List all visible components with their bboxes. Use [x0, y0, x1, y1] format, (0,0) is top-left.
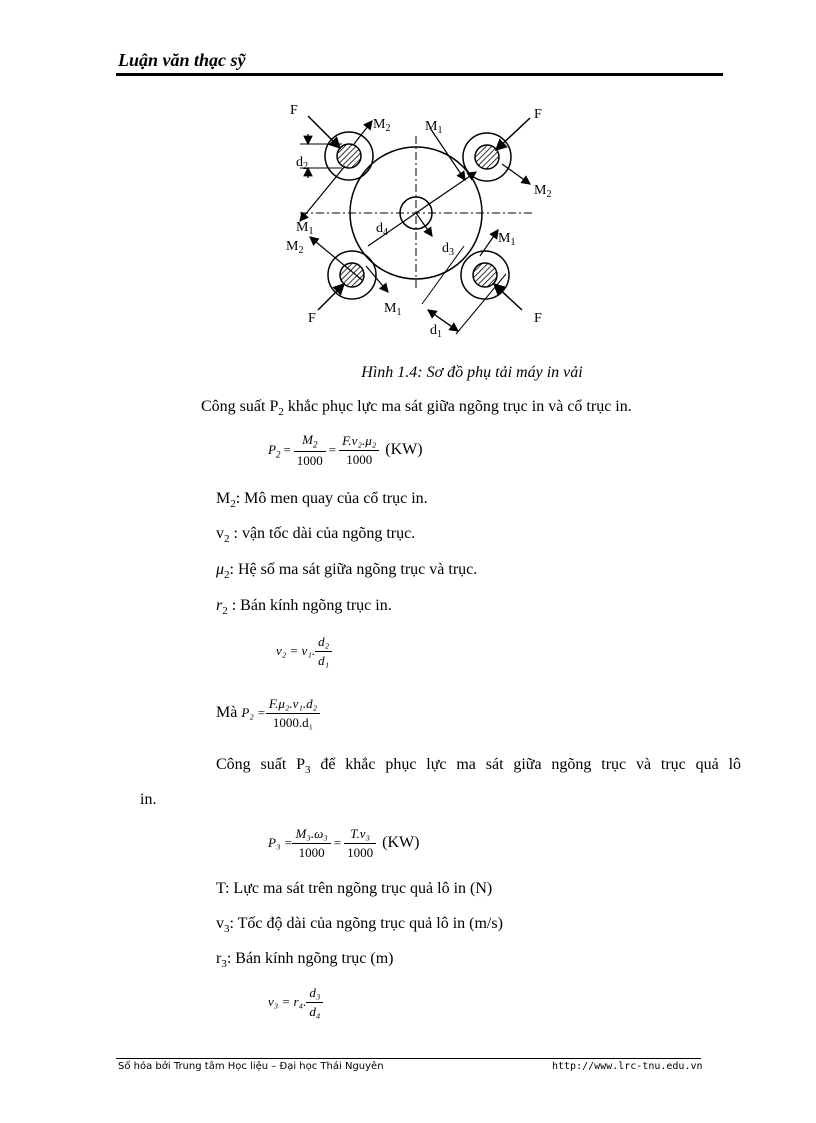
svg-text:M2: $M_2$ — [373, 117, 391, 134]
definition-t: T: Lực ma sát trên ngõng trục quả lô in (N) — [216, 880, 493, 897]
header-title: Luận văn thạc sỹ — [118, 50, 246, 70]
equation-v2: v₂ = v₁. $\frac{\text{d₂}}{\text{d₁}}$ — [276, 634, 332, 669]
svg-text:M1: $M_1$ — [425, 119, 443, 136]
svg-text:d3: $d_3$ — [442, 241, 454, 258]
footer-rule — [116, 1058, 701, 1059]
definition-v3: $v_3$: Tốc độ dài của ngõng trục quả lô in (m/s) — [216, 915, 503, 936]
label-f-top-right: F — [534, 107, 542, 122]
definition-r2: $r_2$ : Bán kính ngõng trục in. — [216, 597, 392, 618]
label-d4: d — [376, 221, 383, 236]
label-m2-top-left: M — [373, 117, 386, 132]
svg-text:d1: $d_1$ — [430, 323, 442, 340]
equation-p2-expanded: Mà P₂ = $\frac{\text{F.μ₂.v₁.d₂}}{\text{1000.d₁}}$ — [216, 696, 320, 731]
paragraph-p3: Công suất $P_3$ để khắc phục lực ma sát giữa ngõng trục và trục quả lô — [216, 756, 742, 777]
svg-text:M1: $M_1$ — [384, 301, 402, 318]
footer-source: Số hóa bởi Trung tâm Học liệu – Đại học Thái Nguyên — [118, 1061, 384, 1072]
label-d3: d — [442, 241, 449, 256]
paragraph-p3-cont: in. — [140, 791, 157, 808]
load-diagram — [270, 96, 570, 346]
label-m1-top-center: M — [425, 119, 438, 134]
equation-p2: $P_2$ = $\frac{M_2}{1000}$ = $\frac{\text{F.v₂.μ₂}}{1000}$ (KW) — [268, 432, 423, 468]
roller-top-right — [463, 133, 511, 181]
svg-text:M1: $M_1$ — [296, 220, 314, 237]
label-f-bottom-right: F — [534, 311, 542, 326]
equation-p3: P₃ = $\frac{\text{M₃.ω₃}}{1000}$ = $\frac{\text{T.v₃}}{1000}$ (KW) — [268, 826, 420, 860]
svg-text:M1: $M_1$ — [498, 231, 516, 248]
definition-m2: $M_2$: Mô men quay của cổ trục in. — [216, 490, 428, 511]
svg-text:d4: $d_4$ — [376, 221, 388, 238]
svg-text:F — [308, 311, 316, 326]
header-rule — [116, 73, 723, 76]
svg-text:d2: $d_2$ — [296, 155, 308, 172]
label-d1: d — [430, 323, 437, 338]
footer-url[interactable]: http://www.lrc-tnu.edu.vn — [552, 1061, 703, 1072]
svg-text:F — [534, 311, 542, 326]
svg-text:F — [534, 107, 542, 122]
svg-text:F — [290, 103, 298, 118]
definition-v2: $v_2$ : vận tốc dài của ngõng trục. — [216, 525, 416, 546]
label-d2: d — [296, 155, 303, 170]
label-f-top-left: F — [290, 103, 298, 118]
figure-caption: Hình 1.4: Sơ đồ phụ tải máy in vải — [361, 364, 583, 381]
svg-text:M2: $M_2$ — [286, 239, 304, 256]
definition-mu2: $\mu_2$: Hệ số ma sát giữa ngõng trục và trục. — [216, 561, 478, 582]
equation-v3: v₃ = r₄. $\frac{\text{d₃}}{\text{d₄}}$ — [268, 985, 323, 1020]
label-m1-mid-left: M — [296, 220, 309, 235]
paragraph-p2: Công suất $P_2$ khắc phục lực ma sát giữa ngõng trục in và cổ trục in. — [201, 398, 632, 419]
svg-text:M2: $M_2$ — [534, 183, 552, 200]
definition-r3: $r_3$: Bán kính ngõng trục (m) — [216, 950, 394, 971]
label-m2-top-right: M — [534, 183, 547, 198]
label-f-bottom-left: F — [308, 311, 316, 326]
label-m1-mid-right: M — [498, 231, 511, 246]
label-m1-bottom-center: M — [384, 301, 397, 316]
label-m2-mid-left: M — [286, 239, 299, 254]
